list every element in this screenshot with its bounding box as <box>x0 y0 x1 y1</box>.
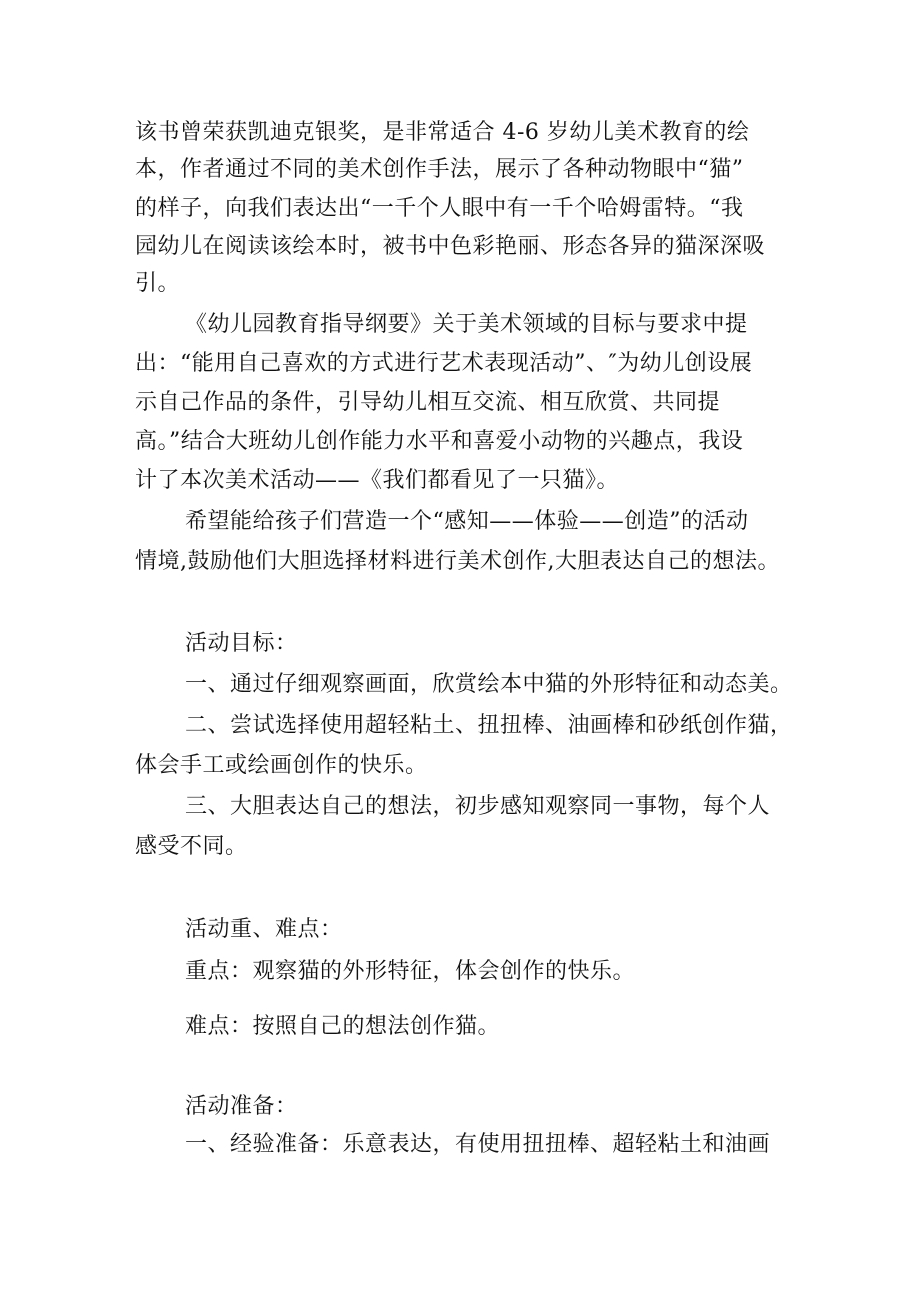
guideline-line-1: 《幼儿园教育指导纲要》关于美术领域的目标与要求中提 <box>185 312 748 337</box>
key-heading: 活动重、难点： <box>185 917 343 942</box>
guideline-line-3: 示自己作品的条件，引导幼儿相互交流、相互欣赏、共同提 <box>135 390 721 415</box>
intro-line-1: 该书曾荣获凯迪克银奖，是非常适合 4-6 岁幼儿美术教育的绘 <box>135 120 750 145</box>
goal-line-2: 二、尝试选择使用超轻粘土、扭扭棒、油画棒和砂纸创作猫， <box>185 713 793 738</box>
prep-heading: 活动准备： <box>185 1094 298 1119</box>
difficult-point: 难点：按照自己的想法创作猫。 <box>185 1014 501 1039</box>
guideline-line-4: 高。”结合大班幼儿创作能力水平和喜爱小动物的兴趣点，我设 <box>135 429 744 454</box>
intro-line-3: 的样子，向我们表达出“一千个人眼中有一千个哈姆雷特。“我 <box>135 196 744 221</box>
prep-line-1: 一、经验准备：乐意表达，有使用扭扭棒、超轻粘土和油画 <box>185 1132 771 1157</box>
goal-line-3: 体会手工或绘画创作的快乐。 <box>135 753 428 778</box>
hope-line-1: 希望能给孩子们营造一个“感知——体验——创造”的活动 <box>185 509 749 534</box>
guideline-line-2: 出：“能用自己喜欢的方式进行艺术表现活动”、″为幼儿创设展 <box>135 351 753 376</box>
intro-line-5: 引。 <box>135 271 181 296</box>
goal-line-4: 三、大胆表达自己的想法，初步感知观察同一事物，每个人 <box>185 794 771 819</box>
goals-heading: 活动目标： <box>185 631 298 656</box>
goal-line-1: 一、通过仔细观察画面，欣赏绘本中猫的外形特征和动态美。 <box>185 672 793 697</box>
key-point: 重点：观察猫的外形特征，体会创作的快乐。 <box>185 959 636 984</box>
intro-line-4: 园幼儿在阅读该绘本时，被书中色彩艳丽、形态各异的猫深深吸 <box>135 234 766 259</box>
guideline-line-5: 计了本次美术活动——《我们都看见了一只猫》。 <box>135 468 620 493</box>
hope-line-2: 情境,鼓励他们大胆选择材料进行美术创作,大胆表达自己的想法。 <box>135 549 780 574</box>
goal-line-5: 感受不同。 <box>135 834 248 859</box>
intro-line-2: 本，作者通过不同的美术创作手法，展示了各种动物眼中“猫” <box>135 157 744 182</box>
